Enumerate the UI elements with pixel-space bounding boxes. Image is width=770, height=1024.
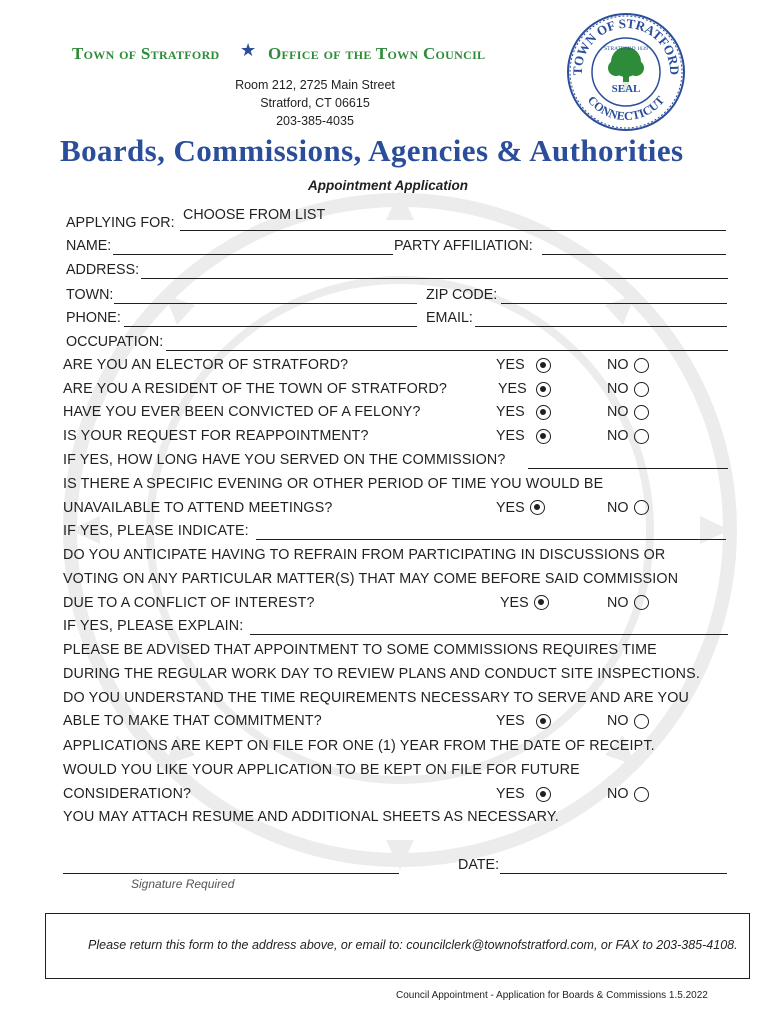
attach-note: YOU MAY ATTACH RESUME AND ADDITIONAL SHEETS AS NECESSARY. [63,809,559,825]
header-town: Town of Stratford [72,44,220,63]
question-unavailable-line2: UNAVAILABLE TO ATTEND MEETINGS? [63,500,333,516]
indicate-field[interactable] [256,539,726,540]
how-long-field[interactable] [528,468,728,469]
reappointment-yes-radio[interactable] [536,429,551,444]
question-refrain-line1: DO YOU ANTICIPATE HAVING TO REFRAIN FROM PARTICIPATING IN DISCUSSIONS OR [63,547,666,563]
question-indicate: IF YES, PLEASE INDICATE: [63,523,249,539]
header-address [215,76,415,130]
town-seal-logo [566,12,686,132]
no-label: NO [607,428,629,444]
reappointment-no-radio[interactable] [634,429,649,444]
yes-label: YES [496,786,525,802]
question-refrain-line2: VOTING ON ANY PARTICULAR MATTER(S) THAT MAY COME BEFORE SAID COMMISSION [63,571,679,587]
occupation-label: OCCUPATION: [66,334,164,350]
keep-yes-radio[interactable] [536,787,551,802]
question-keep-line2: CONSIDERATION? [63,786,192,802]
applying-for-line [180,230,726,231]
address-label: ADDRESS: [66,262,140,278]
page-title: Boards, Commissions, Agencies & Authorities [60,133,684,168]
svg-text:SEAL: SEAL [611,83,641,95]
svg-text:STRATFORD 1639: STRATFORD 1639 [604,46,648,52]
email-label: EMAIL: [426,310,473,326]
occupation-field[interactable] [166,350,728,351]
applying-for-dropdown[interactable]: CHOOSE FROM LIST [183,207,326,223]
applying-for-label: APPLYING FOR: [66,215,175,231]
town-label: TOWN: [66,287,114,303]
zip-field[interactable] [501,303,727,304]
no-label: NO [607,595,629,611]
elector-no-radio[interactable] [634,358,649,373]
name-label: NAME: [66,238,112,254]
name-field[interactable] [113,254,393,255]
address-field[interactable] [141,278,728,279]
unavailable-no-radio[interactable] [634,500,649,515]
svg-text:TOWN OF STRATFORD: TOWN OF STRATFORD [569,15,683,76]
question-understand-line1: DO YOU UNDERSTAND THE TIME REQUIREMENTS NECESSARY TO SERVE AND ARE YOU [63,690,689,706]
understand-yes-radio[interactable] [536,714,551,729]
yes-label: YES [496,428,525,444]
town-field[interactable] [114,303,417,304]
svg-text:CONNECTICUT: CONNECTICUT [584,93,668,124]
yes-label: YES [496,404,525,420]
explain-field[interactable] [250,634,728,635]
party-label: PARTY AFFILIATION: [394,238,533,254]
question-refrain-line3: DUE TO A CONFLICT OF INTEREST? [63,595,315,611]
yes-label: YES [496,713,525,729]
kept-note: APPLICATIONS ARE KEPT ON FILE FOR ONE (1) YEAR FROM THE DATE OF RECEIPT. [63,738,655,754]
question-felony: HAVE YOU EVER BEEN CONVICTED OF A FELONY? [63,404,421,420]
question-resident: ARE YOU A RESIDENT OF THE TOWN OF STRATFORD? [63,381,447,397]
star-icon: ★ [240,40,257,60]
yes-label: YES [496,500,525,516]
address-phone: 203-385-4035 [276,114,354,128]
unavailable-yes-radio[interactable] [530,500,545,515]
advise-line1: PLEASE BE ADVISED THAT APPOINTMENT TO SOME COMMISSIONS REQUIRES TIME [63,642,657,658]
question-explain: IF YES, PLEASE EXPLAIN: [63,618,244,634]
refrain-yes-radio[interactable] [534,595,549,610]
yes-label: YES [496,357,525,373]
zip-label: ZIP CODE: [426,287,498,303]
return-instructions: Please return this form to the address above, or email to: councilclerk@townofstratford.com, or FAX to 203-385-4108. [88,938,738,952]
resident-no-radio[interactable] [634,382,649,397]
question-elector: ARE YOU AN ELECTOR OF STRATFORD? [63,357,349,373]
question-unavailable-line1: IS THERE A SPECIFIC EVENING OR OTHER PERIOD OF TIME YOU WOULD BE [63,476,604,492]
question-keep-line1: WOULD YOU LIKE YOUR APPLICATION TO BE KEPT ON FILE FOR FUTURE [63,762,580,778]
no-label: NO [607,786,629,802]
question-understand-line2: ABLE TO MAKE THAT COMMITMENT? [63,713,322,729]
email-field[interactable] [475,326,727,327]
no-label: NO [607,357,629,373]
felony-yes-radio[interactable] [536,405,551,420]
date-label: DATE: [458,857,500,873]
no-label: NO [607,404,629,420]
no-label: NO [607,713,629,729]
advise-line2: DURING THE REGULAR WORK DAY TO REVIEW PLANS AND CONDUCT SITE INSPECTIONS. [63,666,700,682]
no-label: NO [607,500,629,516]
yes-label: YES [500,595,529,611]
no-label: NO [607,381,629,397]
phone-label: PHONE: [66,310,121,326]
header-office: Office of the Town Council [268,44,486,63]
yes-label: YES [498,381,527,397]
elector-yes-radio[interactable] [536,358,551,373]
form-subtitle: Appointment Application [308,178,468,193]
resident-yes-radio[interactable] [536,382,551,397]
address-line2: Stratford, CT 06615 [260,96,370,110]
phone-field[interactable] [124,326,417,327]
address-line1: Room 212, 2725 Main Street [235,78,395,92]
party-field[interactable] [542,254,726,255]
signature-required-label: Signature Required [131,877,235,891]
felony-no-radio[interactable] [634,405,649,420]
refrain-no-radio[interactable] [634,595,649,610]
question-reappointment: IS YOUR REQUEST FOR REAPPOINTMENT? [63,428,369,444]
date-field[interactable] [500,873,727,874]
question-how-long: IF YES, HOW LONG HAVE YOU SERVED ON THE COMMISSION? [63,452,506,468]
keep-no-radio[interactable] [634,787,649,802]
signature-field[interactable] [63,873,399,874]
understand-no-radio[interactable] [634,714,649,729]
footnote: Council Appointment - Application for Boards & Commissions 1.5.2022 [396,990,708,1001]
